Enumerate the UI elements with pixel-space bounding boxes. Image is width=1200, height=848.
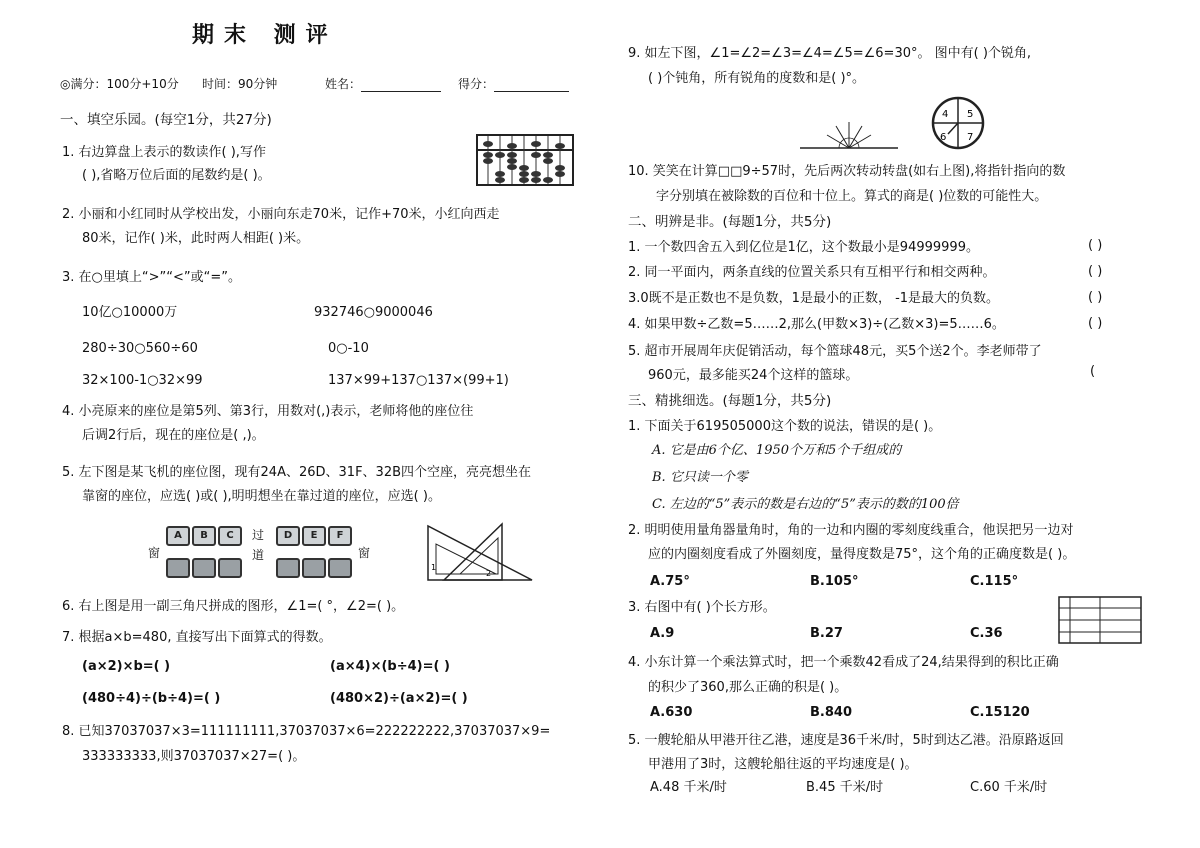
choice-2-line1: 2. 明明使用量角器量角时，角的一边和内圈的零刻度线重合，他误把另一边对 — [628, 523, 1074, 538]
seat-diagram — [146, 524, 376, 582]
seat-d: D — [276, 526, 300, 546]
q3-r2-left: 280÷30○560÷60 — [82, 341, 198, 356]
spinner-num-6: 6 — [940, 132, 947, 143]
choice-5-line2: 甲港用了3时，这艘轮船往返的平均速度是( )。 — [648, 757, 918, 772]
judge-1-paren[interactable]: ( ) — [1088, 238, 1103, 253]
seat-f-empty — [328, 558, 352, 578]
angle-fan-figure — [798, 118, 900, 152]
seat-a: A — [166, 526, 190, 546]
choice-2-option-b[interactable]: B.105° — [810, 574, 859, 589]
seat-e: E — [302, 526, 326, 546]
score-field[interactable] — [458, 76, 569, 92]
choice-2-option-c[interactable]: C.115° — [970, 574, 1019, 589]
choice-1: 1. 下面关于619505000这个数的说法，错误的是( )。 — [628, 419, 942, 434]
choice-3-option-b[interactable]: B.27 — [810, 626, 843, 641]
q10-line2: 字分别填在被除数的百位和十位上。算式的商是( )位数的可能性大。 — [656, 189, 1048, 204]
angle-1-label: 1 — [431, 563, 437, 572]
q4-line1: 4. 小亮原来的座位是第5列、第3行，用数对(,)表示，老师将他的座位往 — [62, 404, 474, 419]
spinner-figure — [930, 95, 986, 151]
section-1-heading: 一、填空乐园。(每空1分，共27分) — [60, 112, 272, 128]
choice-1-option-c[interactable]: C. 左边的“5”表示的数是右边的“5”表示的数的100倍 — [652, 497, 959, 512]
time-info: 时间：90分钟 — [202, 77, 278, 91]
aisle-label-2: 道 — [252, 548, 265, 562]
q6-line: 6. 右上图是用一副三角尺拼成的图形，∠1=( °，∠2=( )。 — [62, 599, 405, 614]
score-label: 得分： — [458, 77, 495, 91]
seat-f: F — [328, 526, 352, 546]
aisle-label-1: 过 — [252, 528, 265, 542]
section-2-heading: 二、明辨是非。(每题1分，共5分) — [628, 214, 832, 230]
judge-2: 2. 同一平面内，两条直线的位置关系只有互相平行和相交两种。 — [628, 265, 996, 280]
choice-5-option-b[interactable]: B.45 千米/时 — [806, 780, 884, 795]
spinner-num-7: 7 — [967, 132, 974, 143]
seat-b-empty — [192, 558, 216, 578]
name-field[interactable] — [325, 76, 441, 92]
name-label: 姓名： — [325, 77, 362, 91]
score-blank[interactable] — [494, 79, 569, 92]
choice-1-option-b[interactable]: B. 它只读一个零 — [652, 470, 748, 485]
spinner-num-5: 5 — [967, 109, 974, 120]
choice-1-option-a[interactable]: A. 它是由6个亿、1950个万和5个千组成的 — [652, 443, 902, 458]
seat-c-empty — [218, 558, 242, 578]
seat-a-empty — [166, 558, 190, 578]
q8-line1: 8. 已知37037037×3=111111111,37037037×6=222222222,37037037×9= — [62, 724, 551, 739]
q7-r1-right: (a×4)×(b÷4)=( ) — [330, 659, 450, 674]
choice-3-option-a[interactable]: A.9 — [650, 626, 675, 641]
abacus-figure — [476, 134, 574, 186]
judge-1: 1. 一个数四舍五入到亿位是1亿，这个数最小是94999999。 — [628, 240, 979, 255]
q1-line1: 1. 右边算盘上表示的数读作( ),写作 — [62, 145, 266, 160]
q5-line1: 5. 左下图是某飞机的座位图，现有24A、26D、31F、32B四个空座，亮亮想坐在 — [62, 465, 532, 480]
q4-line2: 后调2行后，现在的座位是( ,)。 — [82, 428, 265, 443]
seat-b: B — [192, 526, 216, 546]
choice-4-option-b[interactable]: B.840 — [810, 705, 852, 720]
choice-4-option-a[interactable]: A.630 — [650, 705, 693, 720]
choice-4-line1: 4. 小东计算一个乘法算式时，把一个乘数42看成了24,结果得到的积比正确 — [628, 655, 1059, 670]
q1-line2: ( ),省略万位后面的尾数约是( )。 — [82, 168, 271, 183]
q3-r3-right: 137×99+137○137×(99+1) — [328, 373, 509, 388]
judge-3: 3.0既不是正数也不是负数，1是最小的正数， -1是最大的负数。 — [628, 291, 1000, 306]
choice-5-option-a[interactable]: A.48 千米/时 — [650, 780, 727, 795]
q3-r1-right: 932746○9000046 — [314, 305, 433, 320]
window-label-right: 窗 — [358, 546, 371, 560]
q3-r3-left: 32×100-1○32×99 — [82, 373, 203, 388]
judge-2-paren[interactable]: ( ) — [1088, 264, 1103, 279]
page-title: 期末 测评 — [192, 22, 338, 48]
triangle-rulers-figure — [424, 522, 536, 584]
q2-line1: 2. 小丽和小红同时从学校出发，小丽向东走70米，记作+70米，小红向西走 — [62, 207, 500, 222]
section-3-heading: 三、精挑细选。(每题1分，共5分) — [628, 393, 832, 409]
choice-5-line1: 5. 一艘轮船从甲港开往乙港，速度是36千米/时，5时到达乙港。沿原路返回 — [628, 733, 1064, 748]
q8-line2: 333333333,则37037037×27=( )。 — [82, 749, 306, 764]
q7-prompt: 7. 根据a×b=480, 直接写出下面算式的得数。 — [62, 630, 332, 645]
angle-2-label: 2 — [486, 569, 492, 578]
seat-d-empty — [276, 558, 300, 578]
choice-3-option-c[interactable]: C.36 — [970, 626, 1003, 641]
choice-4-line2: 的积少了360,那么正确的积是( )。 — [648, 680, 848, 695]
choice-4-option-c[interactable]: C.15120 — [970, 705, 1030, 720]
judge-4: 4. 如果甲数÷乙数=5……2,那么(甲数×3)÷(乙数×3)=5……6。 — [628, 317, 1005, 332]
q3-r1-left: 10亿○10000万 — [82, 305, 178, 320]
rectangle-grid-figure — [1058, 596, 1142, 644]
q7-r2-left: (480÷4)÷(b÷4)=( ) — [82, 691, 221, 706]
spinner-num-4: 4 — [942, 109, 949, 120]
judge-5-line1: 5. 超市开展周年庆促销活动，每个篮球48元，买5个送2个。李老师带了 — [628, 344, 1042, 359]
judge-5-line2: 960元，最多能买24个这样的篮球。 — [648, 368, 859, 383]
judge-3-paren[interactable]: ( ) — [1088, 290, 1103, 305]
choice-2-line2: 应的内圈刻度看成了外圈刻度，量得度数是75°，这个角的正确度数是( )。 — [648, 547, 1076, 562]
q7-r1-left: (a×2)×b=( ) — [82, 659, 171, 674]
name-blank[interactable] — [361, 79, 441, 92]
q2-line2: 80米，记作( )米，此时两人相距( )米。 — [82, 231, 310, 246]
seat-e-empty — [302, 558, 326, 578]
q10-line1: 10. 笑笑在计算□□9÷57时，先后两次转动转盘(如右上图),将指针指向的数 — [628, 164, 1066, 179]
q9-line1: 9. 如左下图，∠1=∠2=∠3=∠4=∠5=∠6=30°。 图中有( )个锐角, — [628, 46, 1032, 61]
q3-prompt: 3. 在○里填上“>”“<”或“=”。 — [62, 270, 241, 285]
seat-c: C — [218, 526, 242, 546]
q5-line2: 靠窗的座位，应选( )或( ),明明想坐在靠过道的座位，应选( )。 — [82, 489, 441, 504]
right-column — [600, 0, 1200, 848]
score-info: ◎满分：100分+10分 — [60, 77, 179, 91]
q7-r2-right: (480×2)÷(a×2)=( ) — [330, 691, 468, 706]
choice-2-option-a[interactable]: A.75° — [650, 574, 690, 589]
q3-r2-right: 0○-10 — [328, 341, 369, 356]
q9-line2: ( )个钝角，所有锐角的度数和是( )°。 — [648, 71, 866, 86]
choice-5-option-c[interactable]: C.60 千米/时 — [970, 780, 1048, 795]
choice-3: 3. 右图中有( )个长方形。 — [628, 600, 776, 615]
window-label-left: 窗 — [148, 546, 161, 560]
judge-5-paren[interactable]: ( — [1090, 364, 1096, 379]
judge-4-paren[interactable]: ( ) — [1088, 316, 1103, 331]
